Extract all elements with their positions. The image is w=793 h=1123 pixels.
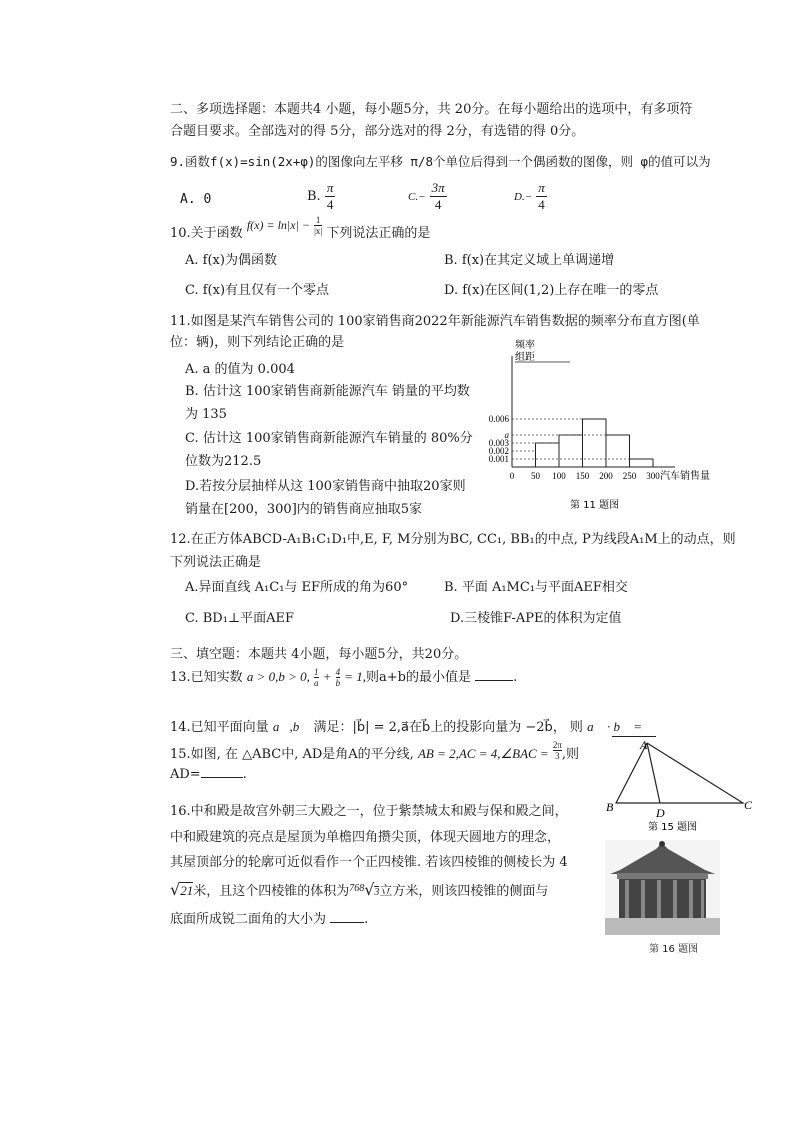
q11-option-a: A. a 的值为 0.004 xyxy=(185,362,295,377)
q9-option-b-label: B. xyxy=(307,189,321,204)
y-tick-label: 0.003 xyxy=(488,438,509,448)
q11-stem-line2: 位：辆)，则下列结论正确的是 xyxy=(170,335,345,350)
section2-header-line2: 合题目要求。全部选对的得 5分，部分选对的得 2分，有选错的得 0分。 xyxy=(170,124,585,139)
section3-header: 三、填空题：本题共 4小题，每小题5分，共20分。 xyxy=(170,647,468,662)
q13-suffix: 则a+b的最小值是 xyxy=(366,670,471,685)
sqrt-symbol-2: √ xyxy=(364,880,375,899)
q16-volume-coef: 768 xyxy=(349,883,365,894)
q10-option-a: A. f(x)为偶函数 xyxy=(185,253,277,268)
q12-stem-line1: 12.在正方体ABCD-A₁B₁C₁D₁中,E, F, M分别为BC, CC₁, BB₁的中点, P为线段A₁M上的动点，则 xyxy=(170,532,736,547)
q15-stem-line2 xyxy=(170,767,247,782)
q16-line5 xyxy=(170,908,368,927)
label-b: B xyxy=(606,800,614,814)
q15-angle-den: 3 xyxy=(555,751,560,761)
q11-option-b1: B. 估计这 100家销售商新能源汽车 销量的平均数 xyxy=(185,384,470,399)
bisector-ad xyxy=(647,743,660,803)
q9-d-denominator: 4 xyxy=(538,197,545,212)
q16-line4 xyxy=(170,880,548,899)
q12-option-c: C. BD₁⊥平面AEF xyxy=(185,611,295,626)
q16-caption: 第 16 题图 xyxy=(649,944,699,955)
section2-header-line1: 二、多项选择题：本题共4 小题，每小题5分，共 20分。在每小题给出的选项中，有多项符 xyxy=(170,102,693,117)
histogram-caption: 第 11 题图 xyxy=(570,500,620,511)
q11-option-c1: C. 估计这 100家销售商新能源汽车销量的 80%分 xyxy=(185,431,473,446)
q13-frac1-den: a xyxy=(314,678,319,688)
q15-stem-line1 xyxy=(170,740,580,765)
q11-option-d1: D.若按分层抽样从这 100家销售商中抽取20家则 xyxy=(185,479,466,494)
q10-option-c: C. f(x)有且仅有一个零点 xyxy=(185,283,330,298)
q16-line4-b: 立方米，则该四棱锥的侧面与 xyxy=(379,884,549,899)
q13-end: . xyxy=(513,670,518,685)
triangle-figure xyxy=(600,735,760,835)
histogram-xlabel: 汽车销售量 xyxy=(660,471,710,482)
y-tick-label: 0.001 xyxy=(488,454,509,464)
q16-answer-blank[interactable] xyxy=(330,922,364,923)
histogram-ylabel-bottom: 组距 xyxy=(515,352,535,363)
q13-equals: = 1, xyxy=(344,669,366,684)
x-tick-label: 250 xyxy=(622,471,637,481)
q11-option-b2: 为 135 xyxy=(185,407,227,422)
q11-option-d2: 销量在[200，300]内的销售商应抽取5家 xyxy=(185,502,423,517)
q13-frac2-num: 4 xyxy=(335,667,341,677)
q10-stem-prefix: 10.关于函数 xyxy=(170,226,243,241)
sqrt-symbol: √ xyxy=(170,880,181,899)
q10-option-b: B. f(x)在其定义域上单调递增 xyxy=(444,253,615,268)
q12-option-d: D.三棱锥F-APE的体积为定值 xyxy=(450,611,622,626)
roof-eave xyxy=(617,873,708,879)
q13-prefix: 13.已知实数 xyxy=(170,670,243,685)
q10-formula-num: 1 xyxy=(315,215,321,225)
x-tick-label: 200 xyxy=(599,471,613,481)
q13-condition: a > 0,b > 0, xyxy=(246,669,310,684)
y-tick-label: 0.002 xyxy=(488,446,509,456)
x-tick-label: 300 xyxy=(646,471,660,481)
q16-line4-a: 米，且这个四棱锥的体积为 xyxy=(193,884,350,899)
x-tick-label: 150 xyxy=(575,471,590,481)
frequency-histogram xyxy=(480,336,730,516)
q12-stem-line2: 下列说法正确是 xyxy=(170,555,262,570)
histogram-ylabel-top: 频率 xyxy=(515,340,535,351)
q9-option-a: A. 0 xyxy=(180,192,212,207)
x-tick-label: 50 xyxy=(531,471,540,481)
q9-c-denominator: 4 xyxy=(434,197,442,212)
q9-option-c xyxy=(408,180,447,213)
label-d: D xyxy=(656,806,665,820)
q13-plus: + xyxy=(322,669,332,684)
q10-option-d: D. f(x)在区间(1,2)上存在唯一的零点 xyxy=(444,283,659,298)
y-tick-label: 0.006 xyxy=(488,414,509,424)
q15-caption: 第 15 题图 xyxy=(648,822,698,833)
q16-end: . xyxy=(364,912,369,927)
q9-option-c-label: C.− xyxy=(408,191,426,203)
q14-tail: a⃗ · b⃗ = xyxy=(587,719,643,734)
q15-end: . xyxy=(242,767,247,782)
triangle-abc xyxy=(616,743,743,803)
y-tick-label: a xyxy=(504,430,509,440)
histogram-bar xyxy=(606,435,630,467)
label-c: C xyxy=(744,798,753,812)
q9-option-b xyxy=(307,180,335,213)
q13-answer-blank[interactable] xyxy=(475,680,513,681)
q9-option-d-label: D.− xyxy=(514,191,533,203)
q15-angle-num: 2π xyxy=(552,740,562,750)
q12-option-b: B. 平面 A₁MC₁与平面AEF相交 xyxy=(444,580,628,595)
q14-vectors: a⃗,b⃗ xyxy=(272,719,310,734)
q9-b-numerator: π xyxy=(326,180,334,195)
q13-frac2-den: b xyxy=(335,678,341,688)
q16-radicand-2: 3 xyxy=(374,887,380,898)
q15-suffix: ,则 xyxy=(561,747,580,762)
q15-formula: AB = 2,AC = 4,∠BAC = xyxy=(417,746,549,761)
q14-middle: 满足：|b⃗| = 2,a⃗在b⃗上的投影向量为 −2b⃗， 则 xyxy=(313,720,583,735)
q15-ad-label: AD= xyxy=(170,767,201,782)
histogram-bar xyxy=(583,419,607,467)
q14-stem xyxy=(170,716,642,735)
q16-line3: 其屋顶部分的轮廓可近似看作一个正四棱锥. 若该四棱锥的侧棱长为 4 xyxy=(170,855,568,870)
q13-stem xyxy=(170,666,517,688)
zhonghe-hall-photo xyxy=(605,840,720,935)
q9-stem: 9.函数f(x)=sin(2x+φ)的图像向左平移 π/8个单位后得到一个偶函数的图像，则 φ的值可以为 xyxy=(170,154,711,169)
q10-formula: f(x) = ln|x| − xyxy=(246,218,310,232)
q13-frac1-num: 1 xyxy=(314,667,319,677)
q15-answer-blank[interactable] xyxy=(201,777,243,778)
q14-prefix: 14.已知平面向量 xyxy=(170,720,269,735)
q16-line2: 中和殿建筑的亮点是屋顶为单檐四角攒尖顶，体现天圆地方的理念， xyxy=(170,830,561,845)
q12-option-a: A.异面直线 A₁C₁与 EF所成的角为60° xyxy=(185,580,409,595)
q16-radicand-1: 21 xyxy=(180,883,194,898)
q11-option-c2: 位数为212.5 xyxy=(185,454,262,469)
label-a: A xyxy=(640,738,648,752)
x-tick-label: 100 xyxy=(552,471,566,481)
q16-line1: 16.中和殿是故宫外朝三大殿之一，位于紫禁城太和殿与保和殿之间， xyxy=(170,804,568,819)
q9-d-numerator: π xyxy=(538,180,545,195)
q9-option-d xyxy=(514,180,547,213)
histogram-bar xyxy=(630,459,654,467)
terrace xyxy=(605,918,720,935)
q11-stem-line1: 11.如图是某汽车销售公司的 100家销售商2022年新能源汽车销售数据的频率分布直方图(单 xyxy=(170,314,700,329)
q10-stem xyxy=(170,215,431,244)
q15-prefix: 15.如图, 在 △ABC中, AD是角A的平分线, xyxy=(170,747,414,762)
x-tick-label: 0 xyxy=(509,471,515,481)
q16-line5-text: 底面所成锐二面角的大小为 xyxy=(170,912,327,927)
q9-b-denominator: 4 xyxy=(326,197,334,212)
q10-formula-den: |x| xyxy=(314,226,323,236)
q10-stem-suffix: 下列说法正确的是 xyxy=(326,226,431,241)
histogram-bar xyxy=(536,443,560,467)
q9-c-numerator: 3π xyxy=(431,180,445,195)
roof-finial xyxy=(659,841,665,847)
histogram-bar xyxy=(559,435,583,467)
